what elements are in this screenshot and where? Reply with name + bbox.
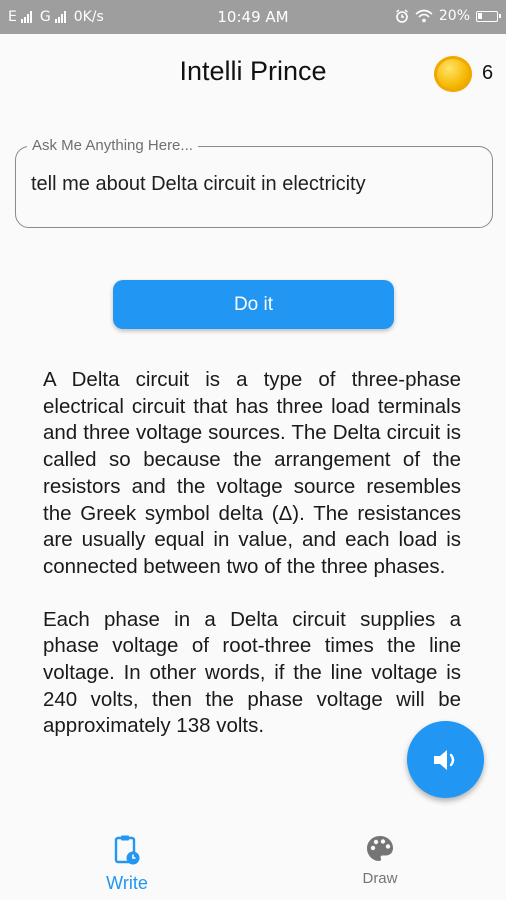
status-bar: [0, 0, 506, 34]
battery-percent: 20%: [438, 8, 470, 24]
bottom-nav: [0, 822, 506, 900]
clipboard-clock-icon: [113, 834, 141, 866]
nav-write-label: Write: [106, 873, 148, 893]
nav-write[interactable]: [67, 834, 187, 894]
answer-text: [43, 367, 461, 766]
app-title: Intelli Prince: [179, 56, 327, 86]
wifi-icon: [415, 9, 433, 23]
palette-icon: [365, 834, 395, 864]
carrier-label: E: [8, 9, 17, 25]
answer-paragraph: A Delta circuit is a type of three-phase electrical circuit that has three load terminals and three voltage sources. The Delta circuit is called so because the arrangement of the resistors and the voltage source resembles the Greek symbol delta (Δ). The resistances are usually equal in value, and each load is connected between two of the three phases.: [43, 368, 461, 578]
speak-button[interactable]: [407, 721, 484, 798]
nav-draw-label: Draw: [362, 870, 398, 887]
nav-draw[interactable]: [320, 834, 440, 887]
answer-paragraph: Each phase in a Delta circuit supplies a phase voltage of root-three times the line voltage. In other words, if the line voltage is 240 volts, then the phase voltage will be approximately 138 volts.: [43, 607, 461, 738]
status-right: [395, 8, 498, 24]
coin-icon[interactable]: [434, 56, 472, 92]
battery-icon: [476, 11, 498, 22]
carrier-label-2: G: [39, 9, 51, 25]
status-time: 10:49 AM: [217, 8, 289, 26]
network-speed: 0K/s: [73, 9, 104, 25]
prompt-label: Ask Me Anything Here...: [27, 137, 198, 154]
alarm-icon: [395, 9, 409, 23]
do-it-button[interactable]: Do it: [113, 280, 394, 329]
coin-count: 6: [482, 62, 494, 84]
speaker-icon: [432, 747, 460, 773]
prompt-value[interactable]: tell me about Delta circuit in electricity: [31, 173, 366, 195]
